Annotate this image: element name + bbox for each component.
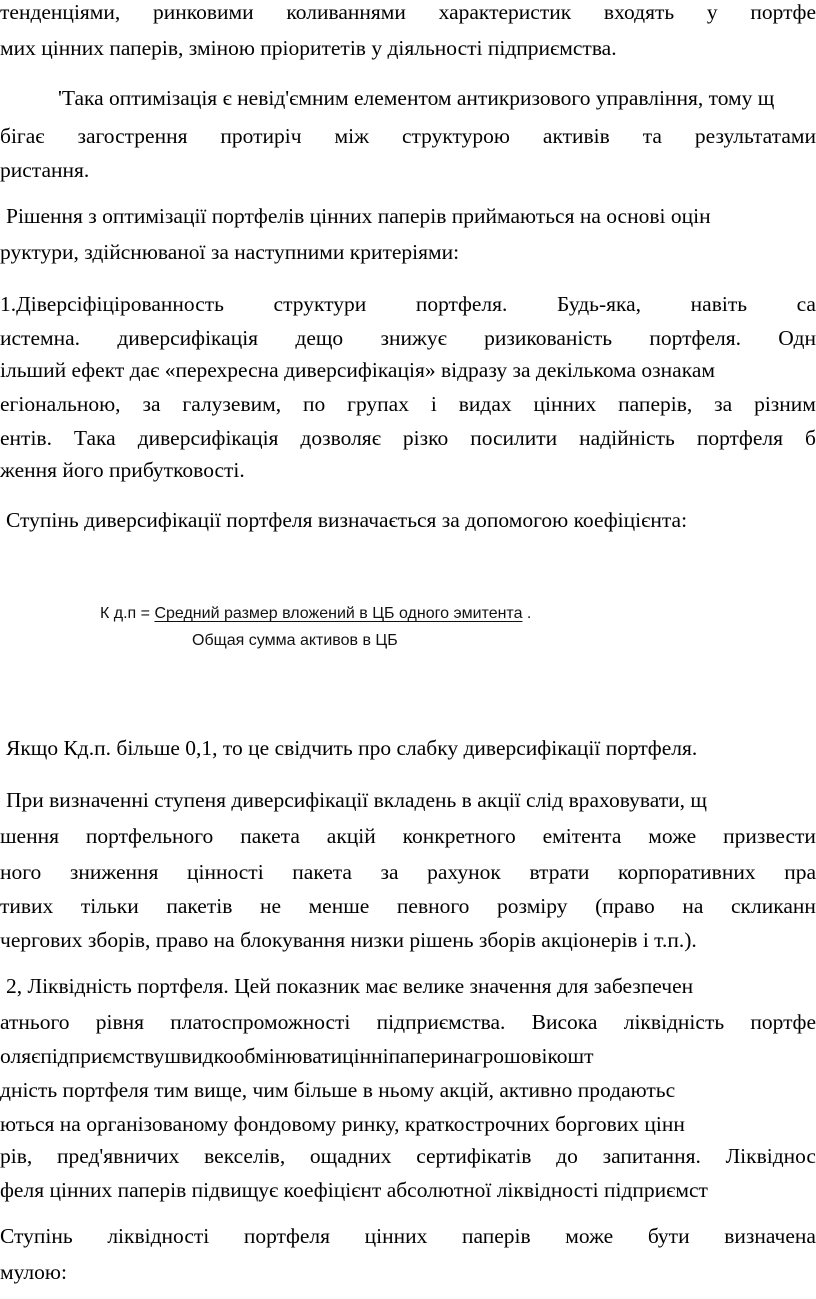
word: пра [784, 860, 816, 884]
word: портфеля [696, 426, 784, 450]
word: 'Така оптимізація є невід'ємним елементом антикризового управління, тому щ [58, 86, 775, 110]
word: Висока [531, 1010, 598, 1034]
word: ного [0, 860, 42, 884]
word: оляє [0, 1044, 41, 1068]
word: шення [0, 824, 59, 848]
word: структури [273, 292, 367, 316]
word: може [648, 824, 697, 848]
word: надійність [579, 426, 675, 450]
word: 1.Діверсіфіцірованность [0, 292, 224, 316]
text-line [6, 510, 687, 532]
word: різним [754, 392, 816, 416]
word: феля цінних паперів підвищує коефіцієнт абсолютної ліквідності підприємст [0, 1178, 708, 1202]
word: у [706, 0, 718, 24]
word: між [334, 124, 369, 148]
word: дність портфеля тим вище, чим більше в ньому акцій, активно продаютьс [0, 1078, 676, 1102]
text-line [0, 1046, 594, 1068]
word: навіть [690, 292, 748, 316]
text-line [6, 790, 707, 812]
text-line [6, 206, 711, 228]
word: за [714, 392, 733, 416]
word: векселів, [204, 1144, 286, 1168]
word: знижує [380, 326, 447, 350]
word: рахунок [427, 860, 501, 884]
word: підприємства. [376, 1010, 506, 1034]
text-line [0, 862, 816, 884]
word: тенденціями, [0, 0, 121, 24]
formula-trailing-dot: . [526, 605, 532, 622]
word: на [682, 894, 704, 918]
word: ільший ефект дає «перехресна диверсифікація» відразу за декількома ознакам [0, 358, 715, 382]
word: цінності [186, 860, 264, 884]
word: протиріч [220, 124, 302, 148]
word: Одн [778, 326, 816, 350]
text-line [0, 160, 89, 182]
word: руктури, здійснюваної за наступними критеріями: [0, 240, 460, 264]
word: (право [595, 894, 655, 918]
text-line [0, 394, 816, 416]
word: запитання. [602, 1144, 701, 1168]
word: чергових зборів, право на блокування низки рішень зборів акціонерів і т.п.). [0, 928, 697, 952]
text-line [0, 1226, 816, 1248]
text-line [0, 1180, 708, 1202]
word: портфеля. [415, 292, 508, 316]
word: атнього [0, 1010, 70, 1034]
word: паперів, [618, 392, 693, 416]
word: Ступінь диверсифікації портфеля визначається за допомогою коефіцієнта: [6, 508, 688, 532]
word: призвести [723, 824, 816, 848]
word: ються на організованому фондовому ринку, краткострочних боргових цінн [0, 1112, 685, 1136]
word: за [380, 860, 399, 884]
word: дозволяє [300, 426, 381, 450]
word: ощадних [309, 1144, 392, 1168]
word: пред'явничих [56, 1144, 180, 1168]
word: розміру [497, 894, 568, 918]
text-line [0, 896, 816, 918]
word: різко [402, 426, 449, 450]
word: цінних [364, 1224, 428, 1248]
word: тільки [80, 894, 139, 918]
word: паперів [461, 1224, 531, 1248]
word: портфе [750, 0, 816, 24]
word: портфеля. [649, 326, 741, 350]
word: б [805, 426, 816, 450]
word: по [302, 392, 326, 416]
word: обмінювати [233, 1044, 343, 1068]
text-line [0, 360, 715, 382]
word: кошт [547, 1044, 594, 1068]
word: зниження [69, 860, 159, 884]
text-line [0, 38, 617, 60]
text-line [6, 976, 693, 998]
word: портфе [750, 1010, 816, 1034]
word: акцій [326, 824, 376, 848]
text-line [0, 294, 816, 316]
word: рівня [95, 1010, 145, 1034]
word: ентів. [0, 426, 52, 450]
word: не [259, 894, 281, 918]
word: може [565, 1224, 614, 1248]
word: Ліквіднос [725, 1144, 816, 1168]
word: ження його прибутковості. [0, 458, 245, 482]
text-line [0, 1114, 685, 1136]
word: ліквідності [107, 1224, 210, 1248]
word: егіональною, [0, 392, 121, 416]
word: Ступінь [0, 1224, 73, 1248]
word: скликанн [731, 894, 816, 918]
word: Будь-яка, [557, 292, 642, 316]
word: характеристик [438, 0, 572, 24]
text-line [0, 460, 245, 482]
formula-denominator: Общая сумма активов в ЦБ [192, 632, 398, 649]
word: емітента [542, 824, 622, 848]
text-line [0, 2, 816, 24]
word: портфеля [243, 1224, 331, 1248]
word: диверсифікація [117, 326, 259, 350]
word: ристання. [0, 158, 90, 182]
word: пакета [240, 824, 300, 848]
word: сертифікатів [416, 1144, 532, 1168]
word: групах [347, 392, 409, 416]
word: конкретного [402, 824, 516, 848]
word: видах [458, 392, 512, 416]
word: посилити [470, 426, 558, 450]
word: мих цінних паперів, зміною пріоритетів у діяльності підприємства. [0, 36, 617, 60]
word: певного [396, 894, 470, 918]
word: ліквідність [623, 1010, 725, 1034]
word: портфельного [85, 824, 214, 848]
text-line [6, 738, 697, 760]
word: Рішення з оптимізації портфелів цінних паперів приймаються на основі оцін [6, 204, 711, 228]
text-line [0, 1146, 816, 1168]
word: са [796, 292, 816, 316]
word: коливаннями [286, 0, 406, 24]
word: галузевим, [182, 392, 282, 416]
text-line [0, 1262, 67, 1284]
word: втрати [529, 860, 590, 884]
word: за [142, 392, 161, 416]
word: структурою [401, 124, 510, 148]
formula-numerator-line [100, 605, 531, 623]
text-line [0, 826, 816, 848]
word: При визначенні ступеня диверсифікації вкладень в акції слід враховувати, щ [6, 788, 707, 812]
text-line [0, 428, 816, 450]
word: результатами [694, 124, 816, 148]
word: грошові [473, 1044, 548, 1068]
word: ризикованість [484, 326, 613, 350]
text-line [0, 126, 816, 148]
word: мулою: [0, 1260, 67, 1284]
text-line [0, 328, 816, 350]
formula-numerator: Средний размер вложений в ЦБ одного эмитента [154, 605, 523, 622]
text-line [58, 88, 774, 110]
word: платоспроможності [170, 1010, 351, 1034]
word: до [556, 1144, 578, 1168]
word: пакета [292, 860, 352, 884]
word: корпоративних [617, 860, 756, 884]
text-line [0, 1080, 675, 1102]
word: цінні [342, 1044, 389, 1068]
word: дещо [295, 326, 344, 350]
word: 2, Ліквідність портфеля. Цей показник має велике значення для забезпечен [6, 974, 694, 998]
word: визначена [724, 1224, 816, 1248]
word: входять [603, 0, 675, 24]
word: бігає [0, 124, 45, 148]
word: бути [647, 1224, 690, 1248]
text-line [0, 242, 459, 264]
word: диверсифікація [137, 426, 279, 450]
text-line [0, 1012, 816, 1034]
word: пакетів [166, 894, 233, 918]
word: на [452, 1044, 474, 1068]
word: Така [73, 426, 116, 450]
word: і [430, 392, 437, 416]
formula-lhs: К д.п = [100, 605, 150, 622]
word: тивих [0, 894, 54, 918]
word: менше [308, 894, 370, 918]
word: загострення [77, 124, 188, 148]
text-line [0, 930, 697, 952]
word: ринковими [153, 0, 254, 24]
word: истемна. [0, 326, 81, 350]
word: швидко [164, 1044, 234, 1068]
word: підприємству [40, 1044, 165, 1068]
word: та [642, 124, 662, 148]
word: рів, [0, 1144, 33, 1168]
word: цінних [533, 392, 597, 416]
word: Якщо Кд.п. більше 0,1, то це свідчить про слабку диверсифікації портфеля. [6, 736, 698, 760]
word: активів [542, 124, 610, 148]
word: папери [388, 1044, 453, 1068]
